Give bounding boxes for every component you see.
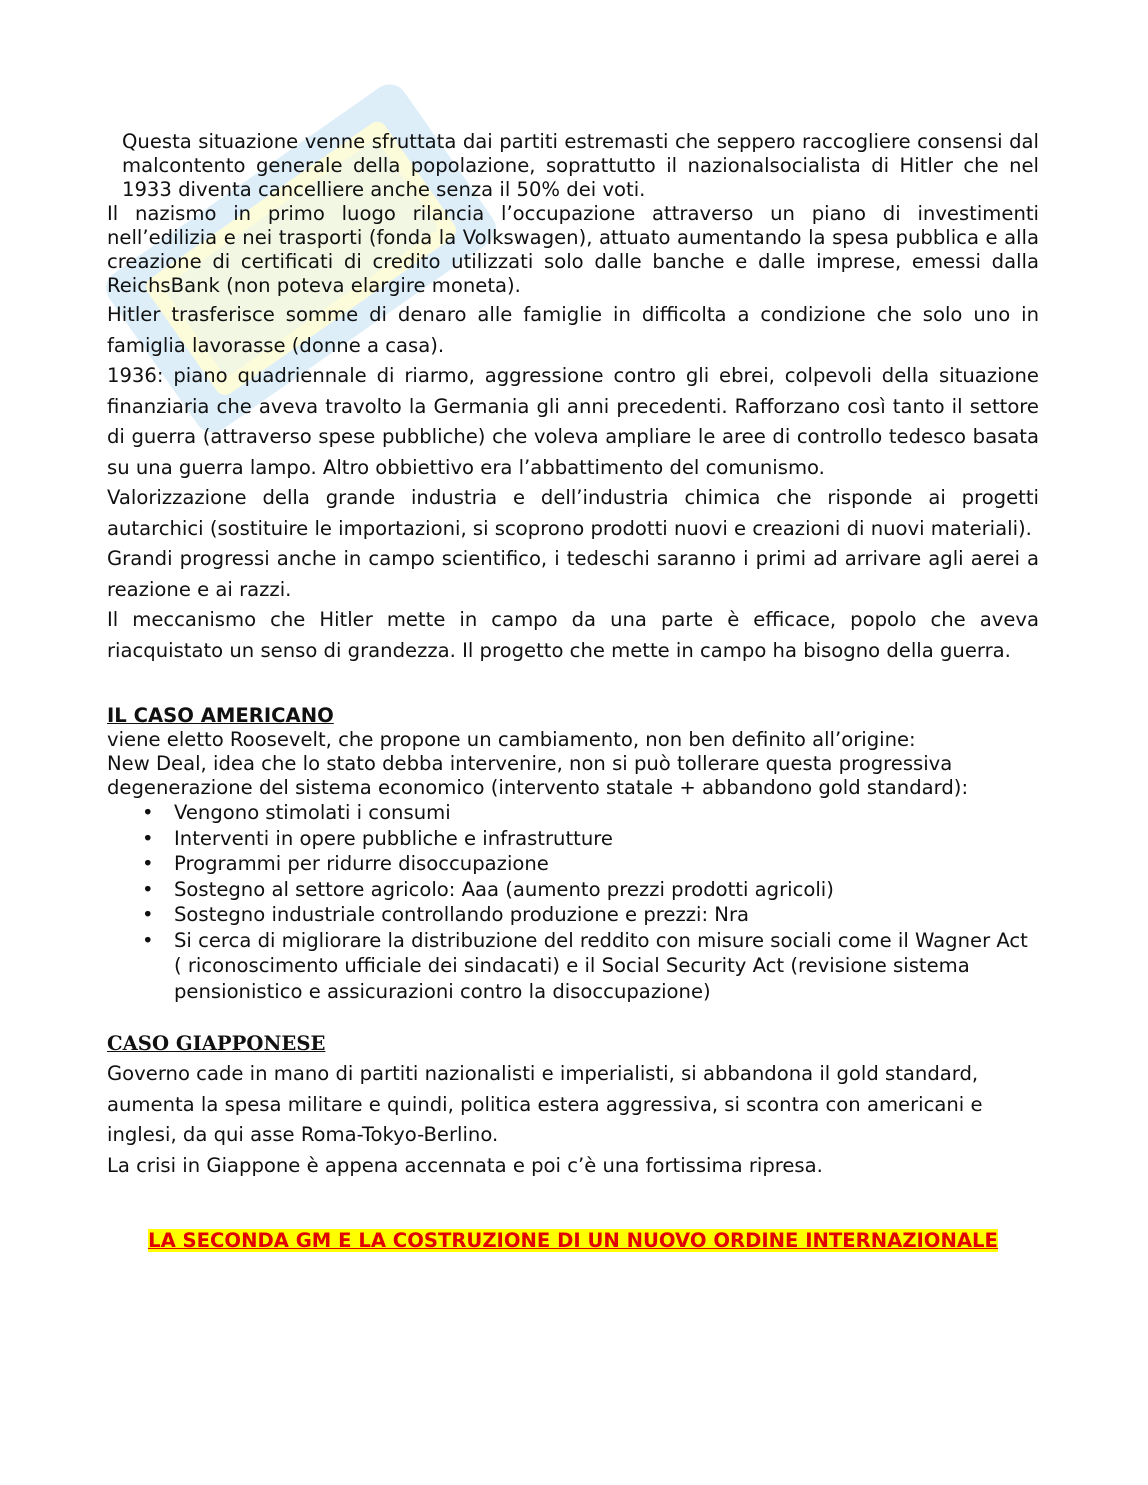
japan-paragraph-2: La crisi in Giappone è appena accennata e poi c’è una fortissima ripresa. [107,1153,823,1177]
list-item: • Vengono stimolati i consumi [142,801,451,824]
bullet-icon: • [142,903,154,926]
document-page [107,130,1039,1254]
germany-paragraph-5: Grandi progressi anche in campo scientifico, i tedeschi saranno i primi ad arrivare agli aerei a reazione e ai razzi. [107,547,1039,601]
germany-paragraph-1: Il nazismo in primo luogo rilancia l’occupazione attraverso un piano di investimenti nell’edilizia e nei trasporti (fonda la Volkswagen), attuato aumentando la spesa pubblica e alla creazione di certificati di credito utilizzati solo dalle banche e dalle imprese, emessi dalla ReichsBank (non poteva elargire moneta). [107,202,1039,297]
bullet-icon: • [142,877,154,901]
american-case-heading: IL CASO AMERICANO [107,704,334,727]
japanese-case-heading: CASO GIAPPONESE [107,1032,326,1055]
new-deal-bullet-list [107,800,1039,1004]
bullet-icon: • [142,801,154,824]
germany-paragraph-2: Hitler trasferisce somme di denaro alle famiglie in difficolta a condizione che solo uno in famiglia lavorasse (donne a casa). [107,303,1039,357]
list-item: • Sostegno industriale controllando produzione e prezzi: Nra [142,903,750,926]
american-line-1: viene eletto Roosevelt, che propone un cambiamento, non ben definito all’origine: [107,728,916,751]
bullet-icon: • [142,826,154,850]
germany-paragraph-3: 1936: piano quadriennale di riarmo, aggressione contro gli ebrei, colpevoli della situazione finanziaria che aveva travolto la Germania gli anni precedenti. Rafforzano così tanto il settore di guerra (attraverso spese pubbliche) che voleva ampliare le aree di controllo tedesco basata su una guerra lampo. Altro obbiettivo era l’abbattimento del comunismo. [107,364,1039,479]
list-item: • Programmi per ridurre disoccupazione [142,852,549,875]
japan-paragraph-1: Governo cade in mano di partiti nazionalisti e imperialisti, si abbandona il gold standard, aumenta la spesa militare e quindi, politica estera aggressiva, si scontra con americani e inglesi, da qui asse Roma-Tokyo-Berlino. [107,1062,983,1146]
highlighted-heading-text: LA SECONDA GM E LA COSTRUZIONE DI UN NUOVO ORDINE INTERNAZIONALE [148,1229,998,1252]
bullet-icon: • [142,852,154,875]
bullet-icon: • [142,928,154,952]
germany-paragraph-6: Il meccanismo che Hitler mette in campo da una parte è efficace, popolo che aveva riacquistato un senso di grandezza. Il progetto che mette in campo ha bisogno della guerra. [107,608,1039,662]
american-line-2: New Deal, idea che lo stato debba intervenire, non si può tollerare questa progressiva degenerazione del sistema economico (intervento statale + abbandono gold standard): [107,752,969,799]
list-item: • Si cerca di migliorare la distribuzione del reddito con misure sociali come il Wagner Act ( riconoscimento ufficiale dei sindacati) e il Social Security Act (revisione sistema pensionistico e assicurazioni contro la disoccupazione) [142,928,1028,1003]
list-item: • Interventi in opere pubbliche e infrastrutture [142,826,613,850]
germany-intro-paragraph: Questa situazione venne sfruttata dai partiti estremasti che seppero raccogliere consensi dal malcontento generale della popolazione, soprattutto il nazionalsocialista di Hitler che nel 1933 diventa cancelliere anche senza il 50% dei voti. [122,130,1039,201]
list-item: • Sostegno al settore agricolo: Aaa (aumento prezzi prodotti agricoli) [142,877,834,901]
germany-paragraph-4: Valorizzazione della grande industria e dell’industria chimica che risponde ai progetti autarchici (sostituire le importazioni, si scoprono prodotti nuovi e creazioni di nuovi materiali). [107,486,1039,540]
section-heading-second-world-war [107,1228,1039,1254]
